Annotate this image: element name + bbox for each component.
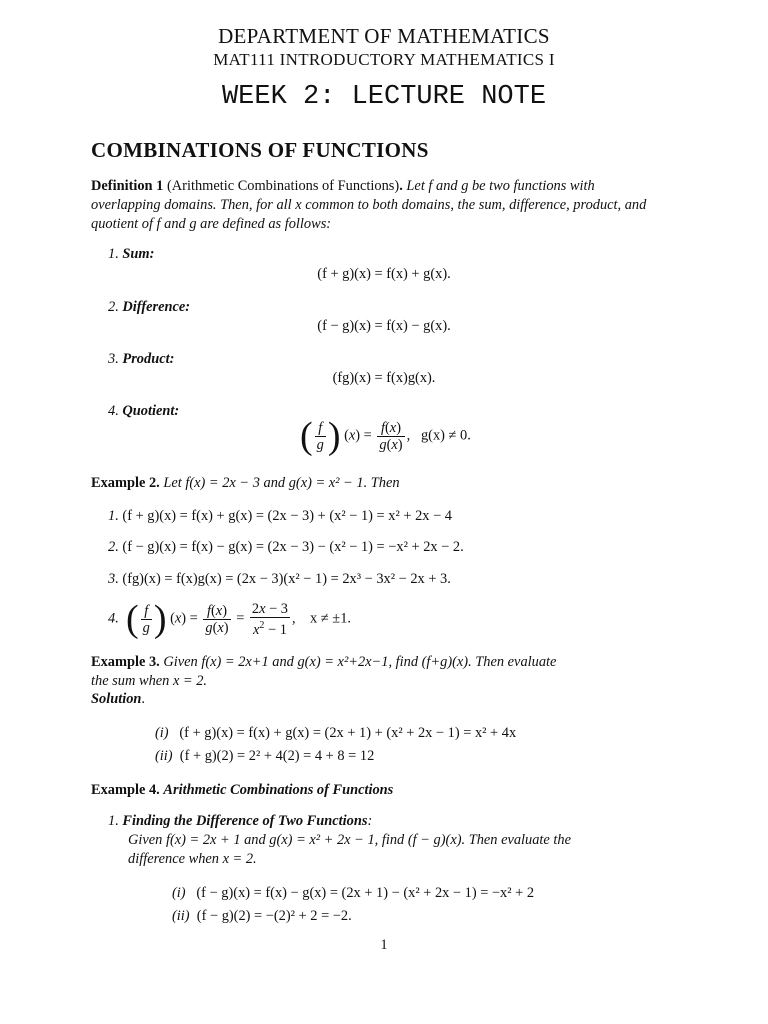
course-title: MAT111 INTRODUCTORY MATHEMATICS I (213, 50, 555, 69)
sum-formula: (f + g)(x) = f(x) + g(x). (317, 266, 451, 282)
definition-name: (Arithmetic Combinations of Functions) (166, 178, 400, 194)
definition-label: Definition 1 (91, 178, 164, 194)
example3-label: Example 3. (91, 654, 160, 670)
item-num: 4. (108, 403, 119, 419)
example4-step-2: (ii) (f − g)(2) = −(2)² + 2 = −2. (172, 908, 352, 924)
example2-item-1: 1. (f + g)(x) = f(x) + g(x) = (2x − 3) + (x² − 1) = x² + 2x − 4 (108, 508, 452, 524)
item-label: Quotient: (122, 403, 180, 419)
example4-heading (91, 782, 393, 799)
example2-item-2: 2. (f − g)(x) = f(x) − g(x) = (2x − 3) − (x² − 1) = −x² + 2x − 2. (108, 539, 464, 555)
definition-item-4 (108, 403, 179, 420)
definition-item-2 (108, 299, 190, 316)
definition-item-3 (108, 351, 174, 368)
example3-line2: the sum when x = 2. (91, 673, 208, 689)
department-title: DEPARTMENT OF MATHEMATICS (218, 24, 550, 48)
definition-paragraph: Definition 1 (Arithmetic Combinations of Functions). Let f and g be two functions with overlapping domains. Then, for all x common to both domains, the sum, difference, product, and quotient of f and g are defined as follows: (91, 178, 647, 232)
example3-step-2: (ii) (f + g)(2) = 2² + 4(2) = 4 + 8 = 12 (155, 748, 375, 764)
item-num: 2. (108, 299, 119, 315)
example3-step-1: (i) (f + g)(x) = f(x) + g(x) = (2x + 1) + (x² + 2x − 1) = x² + 4x (155, 725, 517, 741)
example4-title: Arithmetic Combinations of Functions (163, 782, 394, 798)
example4-item-title: 1. Finding the Difference of Two Functions: (108, 813, 373, 829)
definition-text: Let f and g be two functions with overlapping domains. Then, for all x common to both domains, the sum, difference, product, and quotient of f and g are defined as follows: (91, 178, 647, 232)
week-title: WEEK 2: LECTURE NOTE (221, 82, 547, 112)
item-num: 3. (108, 351, 119, 367)
quotient-formula: ( $\frac{f}{g}$ ) (x) = $\frac{f(x)}{g(x)}$ , g(x) ≠ 0. (300, 415, 471, 457)
product-formula: (fg)(x) = f(x)g(x). (332, 370, 436, 386)
example3-line1: Example 3. Given f(x) = 2x+1 and g(x) = x²+2x−1, find (f+g)(x). Then evaluate (91, 654, 557, 670)
example4-step-1: (i) (f − g)(x) = f(x) − g(x) = (2x + 1) − (x² + 2x − 1) = −x² + 2 (172, 885, 535, 901)
solution-label: Solution. (91, 691, 146, 707)
example4-label: Example 4. (91, 782, 160, 798)
difference-formula: (f − g)(x) = f(x) − g(x). (317, 318, 451, 334)
example2-item-3: 3. (fg)(x) = f(x)g(x) = (2x − 3)(x² − 1) = 2x³ − 3x² − 2x + 3. (108, 571, 451, 587)
example4-item-line2: difference when x = 2. (128, 851, 257, 867)
item-num: 1. (108, 246, 119, 262)
example2-item-4: 4. ( $\frac{f}{g}$ ) (x) = $\frac{f(x)}{g(x)}$ = $\frac{2x - 3}{x^2 - 1}$ , x ≠ ±1. (108, 598, 351, 640)
page-number: 1 (380, 937, 388, 953)
item-label: Sum: (122, 246, 155, 262)
section-title: COMBINATIONS OF FUNCTIONS (91, 138, 429, 162)
item-label: Difference: (122, 299, 191, 315)
example4-item-line1: Given f(x) = 2x + 1 and g(x) = x² + 2x − 1, find (f − g)(x). Then evaluate the (128, 832, 571, 848)
definition-item-1 (108, 246, 154, 263)
quotient-condition: g(x) ≠ 0. (420, 427, 471, 444)
example2-label: Example 2. (91, 475, 160, 491)
item-label: Product: (122, 351, 175, 367)
example2-intro: Example 2. Let f(x) = 2x − 3 and g(x) = x² − 1. Then (91, 475, 400, 491)
